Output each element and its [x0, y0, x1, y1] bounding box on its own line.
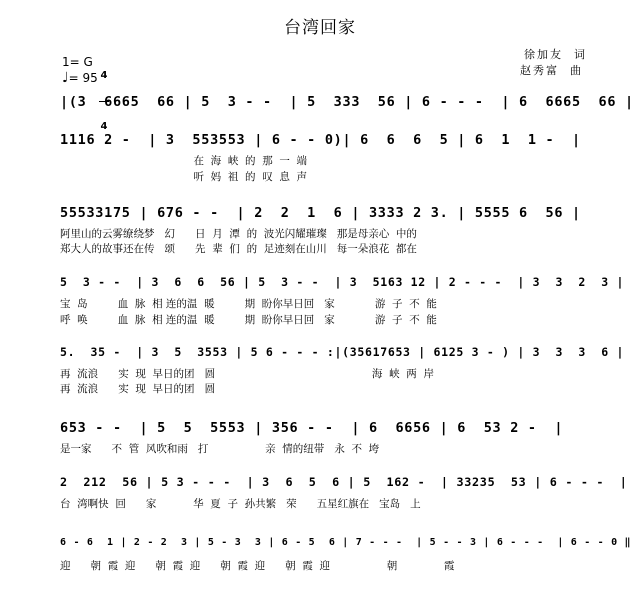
notation-line-3: 55533175 | 676 - - | 2 2 1 6 | 3333 2 3. | 5555 6 56 | — [60, 205, 581, 221]
lyric-line-8: 迎 朝 霞 迎 朝 霞 迎 朝 霞 迎 朝 霞 迎 朝 霞 — [60, 560, 455, 572]
notation-line-8: 6 - 6 1 | 2 - 2 3 | 5 - 3 3 | 6 - 5 6 | 7 - - - | 5 - - 3 | 6 - - - | 6 - - 0 ‖ — [60, 537, 632, 548]
time-signature-top: 4 — [100, 70, 108, 81]
lyric-line-3-verse-2: 郑大人的故事还在传 颂 先 辈 们 的 足迹刻在山川 每一朵浪花 都在 — [60, 243, 417, 255]
composer-credit: 赵秀富 曲 — [520, 64, 583, 77]
notation-line-7: 2 212 56 | 5 3 - - - | 3 6 5 6 | 5 162 - | 33235 53 | 6 - - - | — [60, 475, 628, 489]
time-signature-bottom: 4 — [100, 121, 108, 132]
lyric-line-3-verse-1: 阿里山的云雾缭绕梦 幻 日 月 潭 的 波光闪耀璀璨 那是母亲心 中的 — [60, 228, 417, 240]
lyric-line-5-verse-1: 再 流浪 实 现 早日的团 圆 海 峡 两 岸 — [60, 368, 434, 380]
lyric-line-7: 台 湾啊快 回 家 华 夏 子 孙共繁 荣 五星红旗在 宝岛 上 — [60, 498, 421, 510]
notation-line-6: 653 - - | 5 5 5553 | 356 - - | 6 6656 | 6 53 2 - | — [60, 420, 564, 436]
notation-line-4: 5 3 - - | 3 6 6 56 | 5 3 - - | 3 5163 12 | 2 - - - | 3 3 2 3 | — [60, 275, 625, 289]
key-signature: 1= G — [62, 55, 93, 69]
lyricist-credit: 徐加友 词 — [524, 48, 587, 61]
lyric-line-5-verse-2: 再 流浪 实 现 早日的团 圆 — [60, 383, 216, 395]
notation-line-2: 1116 2 - | 3 553553 | 6 - - 0)| 6 6 6 5 | 6 1 1 - | — [60, 132, 581, 148]
notation-line-1: |(3 6665 66 | 5 3 - - | 5 333 56 | 6 - - - | 6 6665 66 | — [60, 94, 634, 110]
tempo-value: = 95 — [68, 71, 98, 85]
lyric-line-4-verse-2: 呼 唤 血 脉 相 连的温 暖 期 盼你早日回 家 游 子 不 能 — [60, 314, 437, 326]
notation-line-5: 5. 35 - | 3 5 3553 | 5 6 - - - :|(35617653 | 6125 3 - ) | 3 3 3 6 | — [60, 345, 625, 359]
tempo — [62, 70, 98, 86]
lyric-line-6: 是一家 不 管 风吹和雨 打 亲 情的纽带 永 不 垮 — [60, 443, 380, 455]
lyric-line-2-verse-2: 听 妈 祖 的 叹 息 声 — [60, 171, 308, 183]
song-title: 台湾回家 — [284, 18, 356, 38]
quarter-note-icon: ♩ — [62, 70, 69, 86]
lyric-line-2-verse-1: 在 海 峡 的 那 一 端 — [60, 155, 308, 167]
lyric-line-4-verse-1: 宝 岛 血 脉 相 连的温 暖 期 盼你早日回 家 游 子 不 能 — [60, 298, 437, 310]
